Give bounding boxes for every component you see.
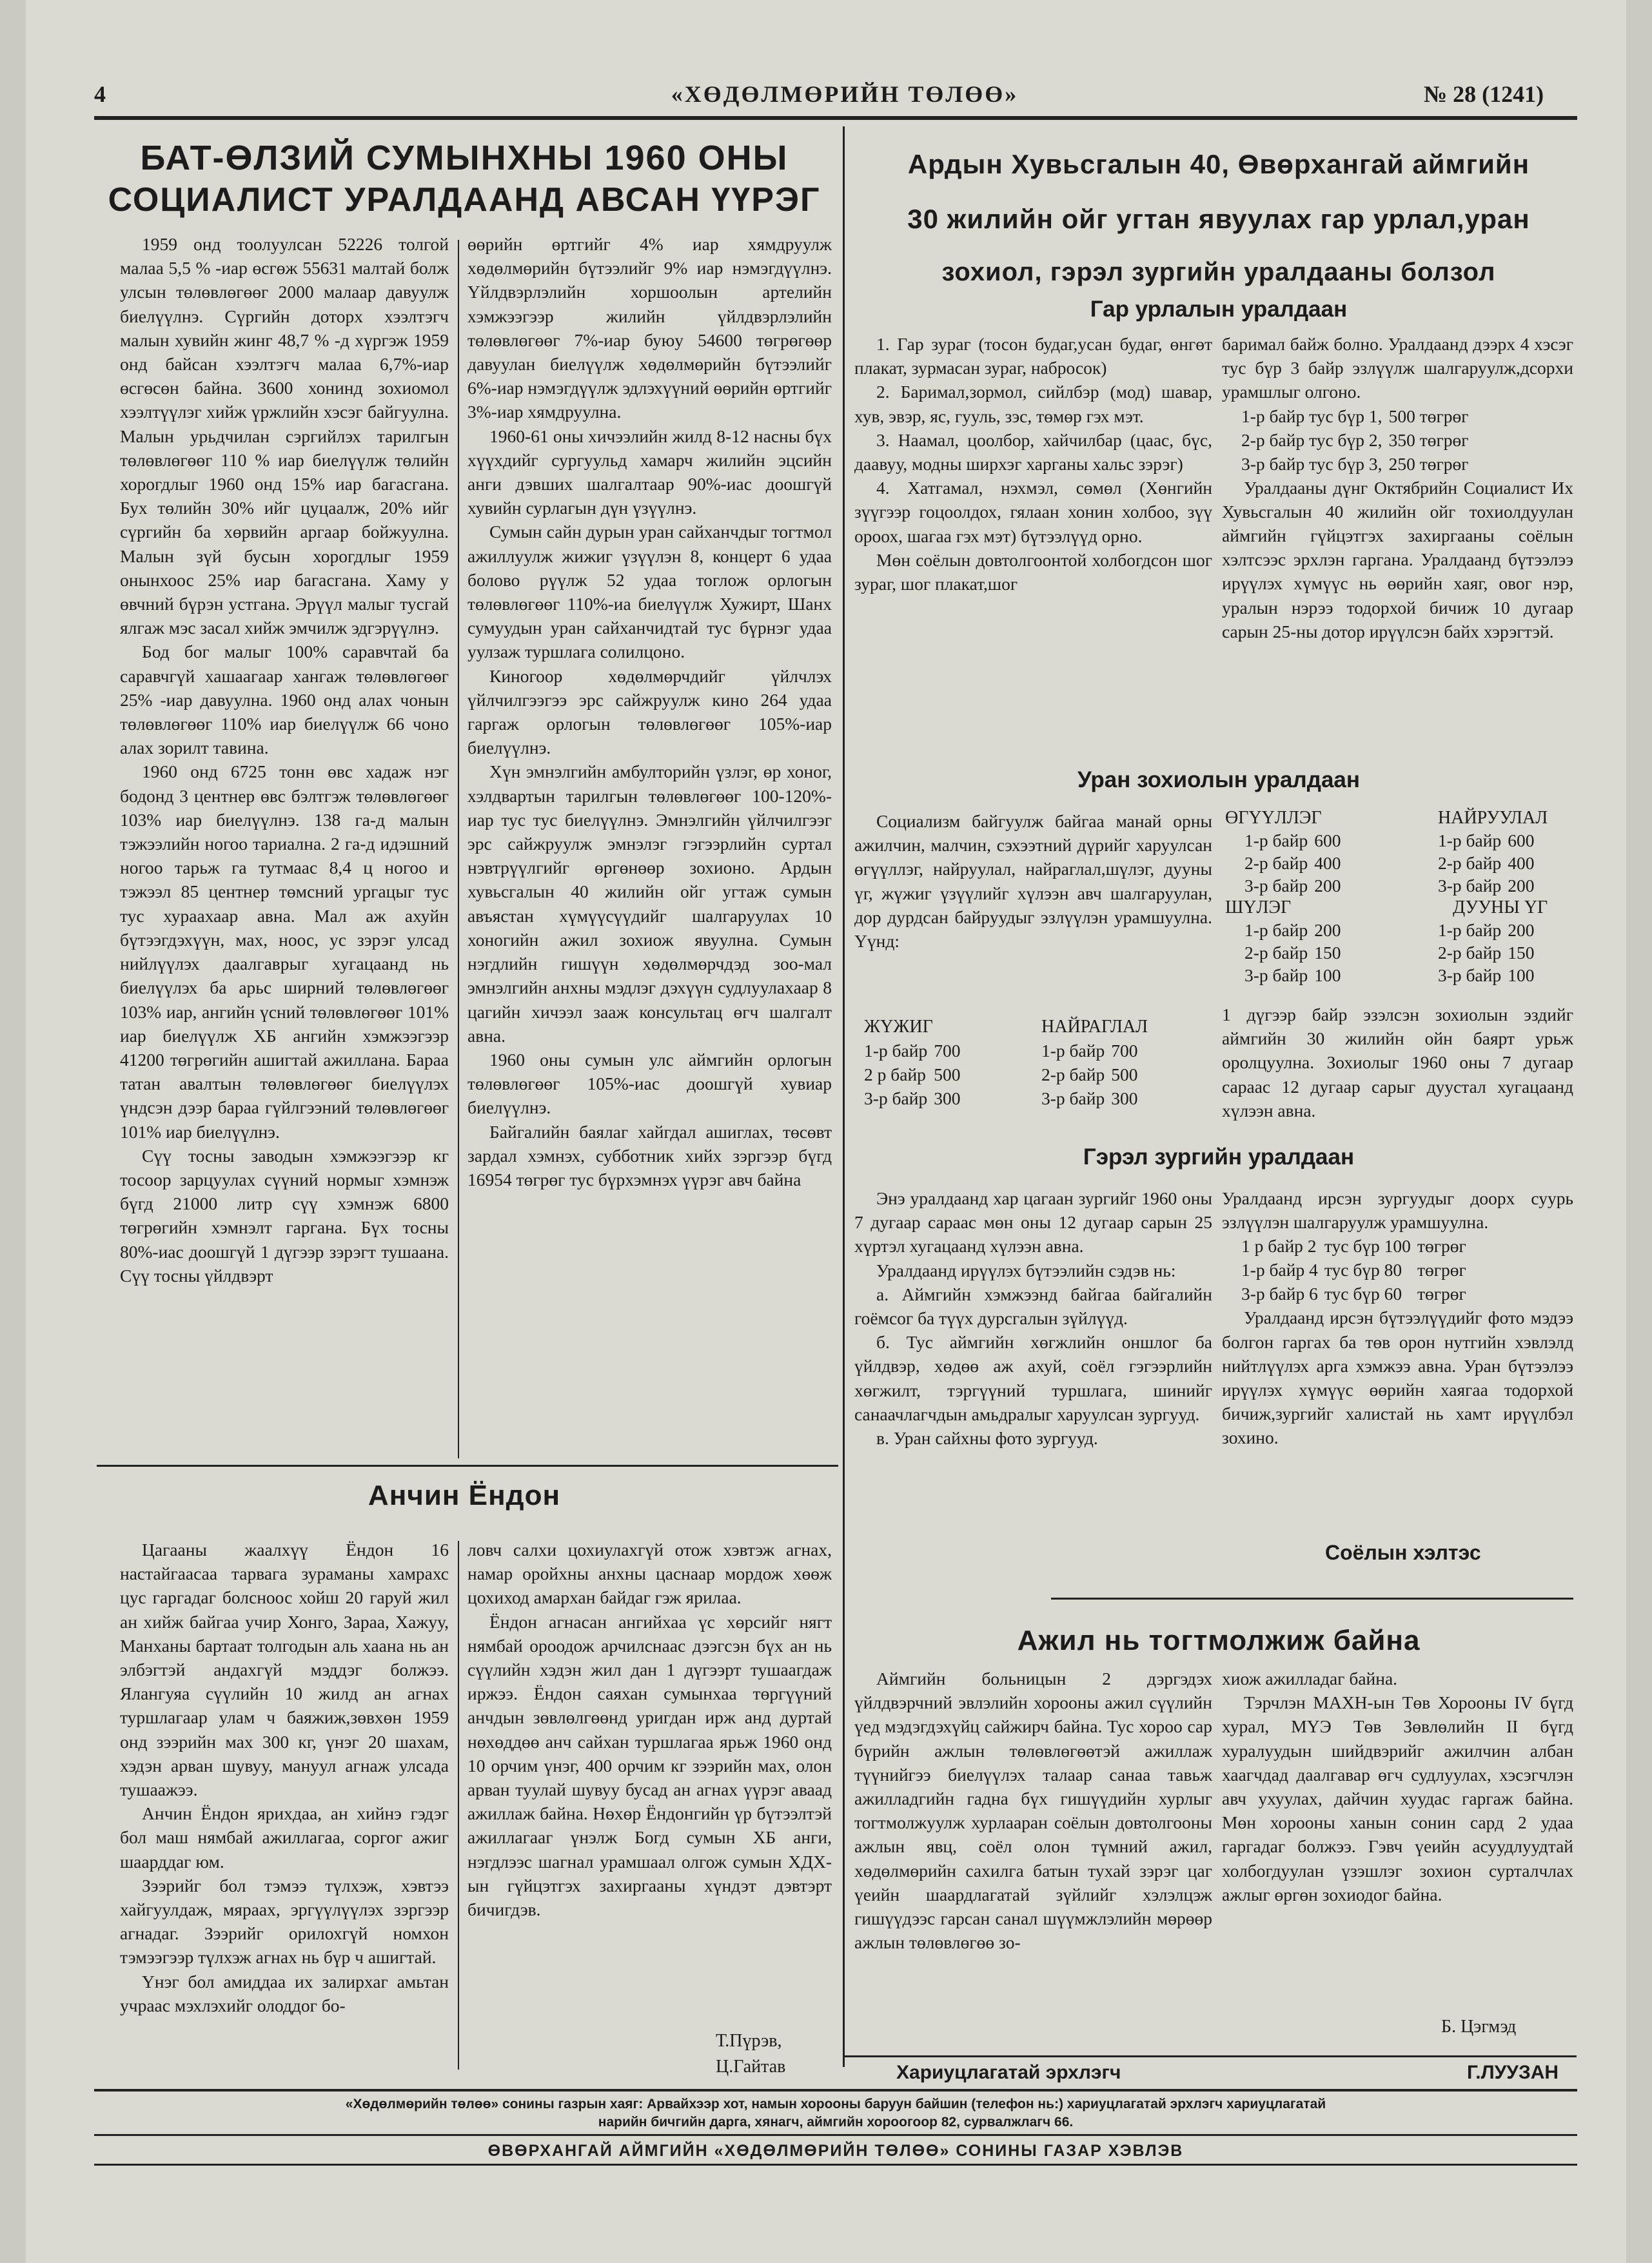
prize-amount: 300 <box>934 1088 961 1108</box>
paragraph: өөрийн өртгийг 4% иар хямдруулж хөдөлмөрийн бүтээлийг 9% иар нэмэгдүүлнэ. Үйлдвэрлэлийн хоршоолын артелийн хэмжээгээр жилийн үйлдвэрлэлийн төлөвлөгөөг 7%-иар буюу 54600 төгрөгөөр давуулан биелүүлж хөдөлмөрийн бүтээлийг 6%-иар нэмэгдүүлж эдлэхүүний өөрийн өртгийг 3%-иар хямдруулна. <box>467 234 832 422</box>
prize-amount: 200 <box>1508 920 1535 940</box>
paragraph: 1 дүгээр байр эзэлсэн зохиолын эздийг аймгийн 30 жилийн ойн баярт урьж оролцуулна. Зохиолыг 1960 оны 7 дугаар сараас 12 дугаар сарыг дуустал хугацаанд хүлээн авна. <box>1222 1004 1573 1121</box>
prize-row <box>1241 452 1475 476</box>
article-title-line2: СОЦИАЛИСТ УРАЛДААНД АВСАН ҮҮРЭГ <box>108 181 821 219</box>
prize-amount: 700 <box>1111 1041 1138 1061</box>
paragraph: Уралдаанд ирсэн зургуудыг доорх суурь эзлүүлэн шалгаруулж урамшуулна. <box>1222 1188 1573 1233</box>
paragraph: 3. Наамал, цоолбор, хайчилбар (цаас, бүс, даавуу, модны ширхэг харганы хальс зэрэг) <box>854 429 1212 475</box>
prize-amount: 100 <box>1314 965 1341 985</box>
prize-row <box>1041 1063 1144 1086</box>
competition-signature: Соёлын хэлтэс <box>1325 1541 1481 1564</box>
prize-amount: 400 <box>1314 853 1341 873</box>
anchin-column-divider <box>458 1541 459 2070</box>
shulleg-title: ШҮЛЭГ <box>1225 897 1292 917</box>
paragraph: хиож ажилладаг байна. <box>1222 1669 1398 1689</box>
paragraph: Хүн эмнэлгийн амбулторийн үзлэг, өр хоног, хэлдвартын тарилгын төлөвлөгөөг 100-120%-иар тус тус биелүүлнэ. Эмнэлгийн үйлчилгээг эрс сайжруулж эмнэлэг гэгээрлийн суртал нэвтрүүлгийг өргөнөөр зохионо. Ардын хувьсгалын 40 жилийн ойг угтаж сумын авъястан хүмүүсүүдийг шалгаруулах 10 хоногийн ажил зохиож явуулна. Сумын нэгдлийн гишүүн хөдөлмөрчдэд зоо-мал эмнэлгийн анхны мэдлэг дэхүүн судлуулахаар 8 цагийн хичээл зааж консультац өгч шалгалт авна. <box>467 761 832 1046</box>
prize-place: 1-р байр <box>1438 830 1502 850</box>
anchin-author-1: Т.Пүрэв, <box>716 2031 782 2051</box>
paragraph: Ёндон агнасан ангийхаа үс хөрсийг нягт нямбай ороодож арчилснаас дээгсэн бүх ан нь сүүлийн хэдэн жил дан 1 дүгээрт тушаагдаж иржээ. Ёндон саяхан сумынхаа төргүүний анчдын зөвлөлгөөнд уригдан ирж анд дуртай нөхөддөө анч сайхан туршлагаа ярьж 1960 онд 10 орчим үнэг, 400 орчим кг зээрийн мах, олон арван туулай шувуу бусад ан агнах үүрэг аваад ажиллаж байна. Нөхөр Ёндонгийн үр бүтээлтэй ажиллагааг үнэлж Богд сумын ХБ анги, нэгдлээс шагнал урамшаал олгож сумын ХДХ-ын гүйцэтгэх захиргааны хүндэт дэвтэрт бичигдэв. <box>467 1611 832 1920</box>
prize-row <box>1244 941 1347 964</box>
prize-row <box>1241 404 1475 428</box>
prize-amount: 300 <box>1111 1088 1138 1108</box>
ajil-title: Ажил нь тогтмолжиж байна <box>1017 1625 1421 1656</box>
prize-row <box>1438 874 1540 897</box>
prize-amount: 700 <box>934 1041 961 1061</box>
paragraph: 1959 онд тоолуулсан 52226 толгой малаа 5,5 % -иар өсгөж 55631 малтай болж улсын төлөвлөгөөг 2000 малаар давуулж биелүүлнэ. Сүргийн доторх хээлтэгч малын хувийн жинг 48,7 % -д хүргэж 1959 онд байсан хээлтэгч малаа 6,7%-иар өсгөсөн байна. 3600 хонинд зохиомол хээлтүүлэг хийж үржлийн хэсэг байгуулна. Малын урьдчилан сэргийлэх тарилгын төлөвлөгөөг 110 % иар биелүүлж төлийн хорогдлыг 1960 онд 15% иар багасгана. Бух төлийн 30% ийг цуцаалж, 20% ийг сүргийн ба хөрвийн аргаар бойжуулна. Малын зүй бусын хорогдлыг 1959 онынхоос 25% иар багасгана. Хаму у өвчний бүрэн устгана. Эрүүл малыг тусгай ялгаж мэс засал хийж эмчилж эдгэрүүлнэ. <box>120 234 449 638</box>
prize-row <box>1241 1282 1473 1306</box>
prize-place: 1-р байр <box>1438 920 1502 940</box>
section-rule <box>97 1465 838 1467</box>
prize-place: 2-р байр <box>1041 1064 1105 1084</box>
ajil-column-1 <box>854 1667 1212 2041</box>
prize-place: 3-р байр <box>864 1088 928 1108</box>
prize-amount: 150 <box>1508 943 1535 963</box>
paragraph: баримал байж болно. Уралдаанд дээрх 4 хэсэг тус бүр 3 байр эзлүүлж шалгаруулж,дсорхи урамшлыг олгоно. <box>1222 334 1573 402</box>
page-edge-shadow <box>1626 0 1652 2263</box>
paragraph: Социализм байгуулж байгаа манай орны ажилчин, малчин, сэхээтний дүрийг харуулсан өгүүллэг, найруулал, найраглал,шүлэг, дууны үг, жүжиг үзүүлийг хүлээн авч шалгаруулан, дор дурдсан байруудыг эзлүүлэн урамшуулна. Үүнд: <box>854 811 1212 952</box>
zhuzhig-title: ЖҮЖИГ <box>864 1017 933 1037</box>
naiguraglal-rows <box>1041 1039 1144 1110</box>
paragraph: Мөн соёлын довтолгоонтой холбогдсон шог зураг, шог плакат,шог <box>854 549 1212 594</box>
prize-place: 3-р байр <box>1438 965 1502 985</box>
literature-heading: Уран зохиолын уралдаан <box>1077 767 1361 792</box>
prize-amount: 400 <box>1508 853 1535 873</box>
prize-place: 3-р байр <box>1244 965 1308 985</box>
naiguraglal-title: НАЙРАГЛАЛ <box>1041 1017 1148 1037</box>
prize-row <box>1438 852 1540 874</box>
ajil-column-2 <box>1222 1667 1573 2028</box>
handicraft-left-text <box>854 332 1212 758</box>
footer-address-2: нарийн бичгийн дарга, хянагч, аймгийн хороогоор 82, сурвалжлагч 66. <box>598 2115 1074 2130</box>
prize-place: 1-р байр <box>1244 920 1308 940</box>
paragraph: Анчин Ёндон ярихдаа, ан хийнэ гэдэг бол маш нямбай ажиллагаа, соргог ажиг шаарддаг юм. <box>120 1803 449 1872</box>
footer-printer: ӨВӨРХАНГАЙ АЙМГИЙН «ХӨДӨЛМӨРИЙН ТӨЛӨӨ» СОНИНЫ ГАЗАР ХЭВЛЭВ <box>487 2142 1184 2160</box>
prize-row <box>1241 1234 1473 1258</box>
paragraph: Энэ уралдаанд хар цагаан зургийг 1960 оны 7 дугаар сараас мөн оны 12 дугаар сарын 25 хүртэл хугацаанд хүлээн авна. <box>854 1188 1212 1257</box>
handicraft-prize-table <box>1241 404 1475 476</box>
page-number: 4 <box>94 81 106 107</box>
prize-place: 2-р байр <box>1244 853 1308 873</box>
prize-amount: 500 <box>1111 1064 1138 1084</box>
prize-row <box>1244 829 1347 852</box>
shulleg-rows <box>1244 919 1347 986</box>
anchin-title: Анчин Ёндон <box>368 1480 561 1511</box>
paragraph: Зээрийг бол тэмээ түлхэж, хэвтээ хайгуулдаж, мяраах, эргүүлүүлэх зэргээр агнадаг. Зээрийг орилохгүй номхон тэмээгээр түлхэж агнах нь бүр ч ашигтай. <box>120 1875 449 1968</box>
prize-each: тус бүр 100 <box>1324 1236 1411 1257</box>
prize-row <box>1438 919 1540 941</box>
header-rule <box>94 116 1577 120</box>
photo-prize-table <box>1241 1234 1473 1306</box>
naiguraglal-table <box>1041 1015 1148 1110</box>
prize-row <box>1438 964 1540 986</box>
prize-place: 1-р байр 4 <box>1241 1260 1318 1280</box>
editor-name: Г.ЛУУЗАН <box>1467 2062 1559 2083</box>
ogyylleg-title: ӨГҮҮЛЛЭГ <box>1225 808 1322 828</box>
footer-rule <box>94 2164 1577 2166</box>
paragraph: Сумын сайн дурын уран сайханчдыг тогтмол ажиллуулж жижиг үзүүлэн 8, концерт 6 удаа болово рүүлж 52 удаа тоглож орлогын төлөвлөгөөг 110%-иа биелүүлж Хужирт, Шанх сумуудын уран сайханчидтай тус бүрнэг удаа уулзаж туршлага солилцоно. <box>467 522 832 662</box>
paragraph: 2. Баримал,зормол, сийлбэр (мод) шавар, хув, эвэр, яс, гууль, зэс, төмөр гэх мэт. <box>854 382 1212 426</box>
competition-title-line2: 30 жилийн ойг угтан явуулах гар урлал,уран <box>907 204 1530 234</box>
prize-row <box>1244 919 1347 941</box>
prize-place: 1-р байр <box>1041 1041 1105 1061</box>
prize-amount: 250 төгрөг <box>1388 453 1469 474</box>
footer-rule <box>94 2089 1577 2092</box>
paragraph: ловч салхи цохиулахгүй отож хэвтэж агнах, намар оройхны анхны цаснаар мордож хөөж цохиход амархан байдаг гэж ярилаа. <box>467 1540 832 1608</box>
prize-place: 2-р байр <box>1438 853 1502 873</box>
page-edge-shadow <box>0 0 26 2263</box>
prize-row <box>1244 874 1347 897</box>
paragraph: 1. Гар зураг (тосон будаг,усан будаг, өнгөт плакат, зурмасан зураг, набросок) <box>854 334 1212 378</box>
anchin-author-2: Ц.Гайтав <box>716 2057 786 2077</box>
zhuzhig-table <box>864 1015 967 1110</box>
prize-place: 3-р байр <box>1438 876 1502 896</box>
paragraph: а. Аймгийн хэмжээнд байгаа байгалийн гоёмсог ба түүх дурсгалын зүйлүүд. <box>854 1284 1212 1329</box>
paragraph: 1960 оны сумын улс аймгийн орлогын төлөвлөгөөг 105%-иас доошгүй хувиар биелүүлнэ. <box>467 1049 832 1118</box>
prize-row <box>1241 428 1475 452</box>
paragraph: Бод бог малыг 100% саравчтай ба саравчгүй хашаагаар хангаж төлөвлөгөөг 25% -иар давуулна. 1960 онд алах чонын төлөвлөгөөг 110% иар биелүүлж 66 чоно алах зорилт тавина. <box>120 642 449 758</box>
paragraph: Байгалийн баялаг хайгдал ашиглах, төсөвт зардал хэмнэх, субботник хийх зэргээр бүгд 16954 төгрөг тус бүрхэмнэх үүрэг авч байна <box>467 1121 832 1190</box>
prize-row <box>864 1039 967 1063</box>
prize-amount: 600 <box>1314 830 1341 850</box>
prize-unit: төгрөг <box>1417 1236 1466 1257</box>
ajil-author: Б. Цэгмэд <box>1441 2017 1517 2037</box>
prize-place: 1-р байр <box>864 1041 928 1061</box>
prize-amount: 200 <box>1508 876 1535 896</box>
prize-row <box>1438 941 1540 964</box>
prize-row <box>1041 1039 1144 1063</box>
prize-place: 2-р байр <box>1244 943 1308 963</box>
literature-right-text <box>1222 1003 1573 1138</box>
photo-left-text <box>854 1186 1212 1534</box>
prize-amount: 150 <box>1314 943 1341 963</box>
ogyylleg-table <box>1225 807 1347 986</box>
footer-rule <box>94 2134 1577 2136</box>
prize-amount: 600 <box>1508 830 1535 850</box>
editor-label: Хариуцлагатай эрхлэгч <box>896 2062 1121 2083</box>
paragraph: 1960-61 оны хичээлийн жилд 8-12 насны бүх хүүхдийг сургуульд хамарч жилийн эцсийн анги дэвших шалгалтаар 90%-иас доошгүй хувийн сурлагын дүн үзүүлнэ. <box>467 426 832 518</box>
duuny-ug-title: ДУУНЫ ҮГ <box>1453 897 1548 917</box>
paragraph: Аймгийн больницын 2 дэргэдэх үйлдвэрчний эвлэлийн хорооны ажил сүүлийн үед мэдэгдэхүйц сайжирч байна. Тус хороо сар бүрийн ажлын төлөвлөгөөтэй ажиллаж түүнийгээ биелүүлэх талаар санаа тавьж ажилладгийн гадна бүх гишүүдийн хурлыг тогтмолжуулж хурлааран соёлын довтолгооны ажлын явц, соёл олон түмний ажил, хөдөлмөрийн сахилга батын тухай зэрэг цаг үеийн шаардлагатай зүйлийг хэлэлцэж гишүүдээс гарсан санал шүүмжлэлийн мөрөөр ажлын төлөвлөгөө зо- <box>854 1669 1212 1953</box>
competition-title-line1: Ардын Хувьсгалын 40, Өвөрхангай аймгийн <box>907 149 1530 179</box>
ogyylleg-rows <box>1244 829 1347 897</box>
left-column-divider <box>458 240 459 1458</box>
prize-unit: төгрөг <box>1417 1260 1466 1280</box>
prize-place: 3-р байр тус бүр 3, <box>1241 453 1382 474</box>
competition-title-line3: зохиол, гэрэл зургийн уралдааны болзол <box>941 258 1496 286</box>
prize-amount: 500 төгрөг <box>1388 406 1469 426</box>
paragraph: Тэрчлэн МАХН-ын Төв Хорооны IV бүгд хурал, МҮЭ Төв Зөвлөлийн II бүгд хуралуудын шийдвэрийг ажилчин албан хаагчдад даалгавар өгч судлуулах, хэсэгчлэн авч ухуулах, дайчин хуудас гаргаж байна. Мөн хорооны ханын сонин сард 2 удаа гаргадаг болжээ. Гэвч үеийн асуудлуудтай холбогдуулан үзэшлэг зохион сурталчлах ажлыг өргөн зохиодог байна. <box>1222 1692 1573 1905</box>
paragraph: в. Уран сайхны фото зургууд. <box>876 1428 1098 1449</box>
literature-left-text <box>854 809 1212 1015</box>
nairuulal-rows <box>1438 829 1540 897</box>
paragraph: 1960 онд 6725 тонн өвс хадаж нэг бодонд 3 центнер өвс бэлтгэж төлөвлөгөөг 103% иар биелүүлнэ. 138 га-д малын тэжээлийн ногоо тариална. 2 га-д идэшний ногоо тарьж га тутмаас 8,4 ц ногоо и тэжээл 85 центнер төмсний ургацыг тус тус хураахаар авна. Мал аж ахуйн бүтээгдэхүүн, мах, ноос, ус зэрэг улсад нийлүүлэх даалгаврыг хугацаанд нь биелүүлэх ба арьс ширний төлөвлөгөөг 103% иар, ангийн үсний төлөвлөгөөг 101% иар биелүүлж ХБ ангийн хэмжээгээр 41200 төгрөгийн ашигтай ажиллана. Бараа татан авалтын төлөвлөгөөг биелүүлэх үндсэн дээр бараа гүйлгээний төлөвлөгөөг 101% иар биелүүлнэ. <box>120 761 449 1142</box>
paragraph: Уралдааны дүнг Октябрийн Социалист Их Хувьсгалын 40 жилийн ойг тохиолдуулан аймгийн гүйцэтгэх захиргааны соёлын хэлтсээс эрхлэн гаргана. Уралдаанд бүтээлээ ирүүлэх хүмүүс нь өөрийн хаяг, овог нэр, уралын нэрээ тодорхой бичиж 10 дугаар сарын 25-ны дотор ирүүлсэн байх хэрэгтэй. <box>1222 477 1573 642</box>
handicraft-right-text <box>1222 332 1573 745</box>
prize-amount: 200 <box>1314 920 1341 940</box>
paragraph: Үнэг бол амиддаа их залирхаг амьтан учраас мэхлэхийг олоддог бо- <box>120 1971 449 2015</box>
prize-place: 3-р байр <box>1041 1088 1105 1108</box>
newspaper-name: «ХӨДӨЛМӨРИЙН ТӨЛӨӨ» <box>671 81 1019 107</box>
paragraph: Уралдаанд ирүүлэх бүтээлийн сэдэв нь: <box>876 1260 1176 1280</box>
prize-place: 1-р байр тус бүр 1, <box>1241 406 1382 426</box>
paragraph: Сүү тосны заводын хэмжээгээр кг тосоор зарцуулах сүүний нормыг хэмнэж бүгд 21000 литр сүү хэмнэж 6800 төгрөгийн хэмнэлт гаргана. Бүх тосны 80%-иас доошгүй 1 дүгээр зэрэгт тушаана. Сүү тосны үйлдвэрт <box>120 1145 449 1286</box>
paragraph: Цагааны жаалхүү Ёндон 16 настайгаасаа тарвага зураманы хамрахс цус гаргадаг болсноос хойш 20 гаруй жил ан хийж байгаа учир Хонго, Зараа, Хажуу, Манханы бартаат толгодын аль хаана нь ан элбэгтэй андахгүй мэддэг болжээ. Ялангуяа сүүлийн 10 жилд ан агнах туршлагаар улам ч баяжиж,зөвхөн 1959 онд зээрийн мах 300 кг, үнэг 20 шахам, хэдэн арван шувуу, мануул агнаж улсада тушаажээ. <box>120 1540 449 1800</box>
duuny-ug-rows <box>1438 919 1540 986</box>
prize-each: тус бүр 80 <box>1324 1260 1402 1280</box>
prize-row <box>1241 1258 1473 1282</box>
footer-address-1: «Хөдөлмөрийн төлөө» сонины газрын хаяг: Арвайхээр хот, намын хорооны баруун байшин (телефон нь:) хариуцлагатай эрхлэгч хариуцлагатай <box>345 2097 1326 2111</box>
paragraph: Киногоор хөдөлмөрчдийг үйлчлэх үйлчилгээгээ эрс сайжруулж кино 264 удаа гаргаж орлогын төлөвлөгөөг 105%-иар биелүүлнэ. <box>467 665 832 758</box>
prize-place: 1 р байр 2 <box>1241 1236 1317 1257</box>
article-left-column-2 <box>467 232 832 1457</box>
prize-row <box>1244 964 1347 986</box>
article-title-line1: БАТ-ӨЛЗИЙ СУМЫНХНЫ 1960 ОНЫ <box>140 139 789 177</box>
anchin-column-2 <box>467 1538 832 2028</box>
handicraft-heading: Гар урлалын уралдаан <box>1090 297 1348 322</box>
anchin-column-1 <box>120 1538 449 2079</box>
zhuzhig-rows <box>864 1039 967 1110</box>
prize-each: тус бүр 60 <box>1324 1284 1402 1304</box>
prize-row <box>1041 1086 1144 1110</box>
paragraph: б. Тус аймгийн хөгжлийн оншлог ба үйлдвэр, хөдөө аж ахуй, соёл гэгээрлийн хөгжилт, тэргүүний туршлага, шинийг санаачлагчдын амьдралыг харуулсан зургууд. <box>854 1332 1212 1424</box>
prize-place: 3-р байр <box>1244 876 1308 896</box>
issue-number: № 28 (1241) <box>1424 81 1544 107</box>
paragraph: Уралдаанд ирсэн бүтээлүүдийг фото мэдээ болгон гаргах ба төв орон нутгийн хэвлэлд нийтлүүлэх арга хэмжээ авна. Уран бүтээлээ ирүүлэх хүмүүс өөрийн хаягаа тодорхой бичиж,зургийг халистай нь хамт ирүүлбэл зохино. <box>1222 1308 1573 1448</box>
photo-right-text <box>1222 1186 1573 1522</box>
prize-amount: 200 <box>1314 876 1341 896</box>
paragraph: 4. Хатгамал, нэхмэл, сөмөл (Хөнгийн зүүгээр гоцоолдох, гялаан хонин холбоо, зүү ороох, шагаа гэх мэт) бүтээлүүд орно. <box>854 478 1212 546</box>
prize-place: 1-р байр <box>1244 830 1308 850</box>
prize-amount: 500 <box>934 1064 961 1084</box>
prize-unit: төгрөг <box>1417 1284 1466 1304</box>
prize-place: 2 р байр <box>864 1064 926 1084</box>
prize-place: 2-р байр тус бүр 2, <box>1241 429 1382 450</box>
article-left-column-1 <box>120 232 449 1457</box>
prize-row <box>864 1086 967 1110</box>
prize-row <box>1438 829 1540 852</box>
nairuulal-title: НАЙРУУЛАЛ <box>1438 808 1548 828</box>
section-rule <box>1051 1598 1573 1600</box>
nairuulal-table <box>1438 807 1548 986</box>
main-column-divider <box>843 126 845 2067</box>
prize-amount: 100 <box>1508 965 1535 985</box>
section-rule <box>845 2055 1577 2057</box>
photo-heading: Гэрэл зургийн уралдаан <box>1083 1144 1355 1170</box>
prize-place: 2-р байр <box>1438 943 1502 963</box>
prize-row <box>1244 852 1347 874</box>
prize-place: 3-р байр 6 <box>1241 1284 1318 1304</box>
prize-row <box>864 1063 967 1086</box>
prize-amount: 350 төгрөг <box>1388 429 1469 450</box>
